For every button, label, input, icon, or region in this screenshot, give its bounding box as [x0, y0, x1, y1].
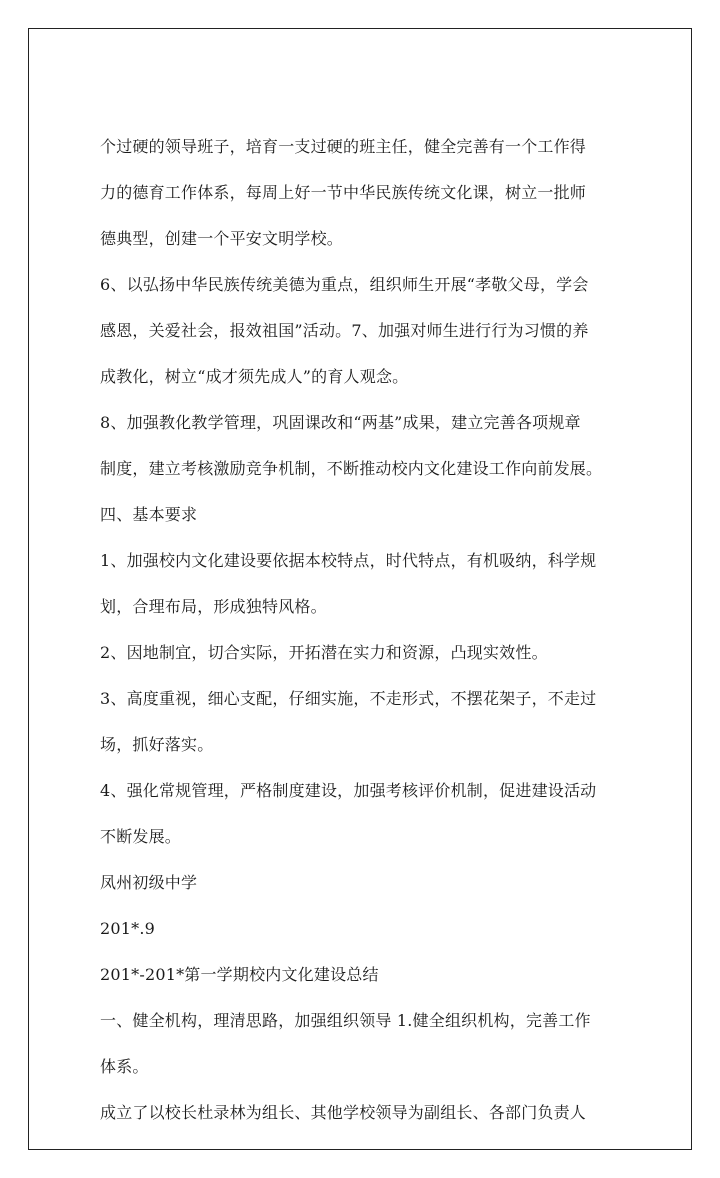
- text-line: 制度，建立考核激励竞争机制，不断推动校内文化建设工作向前发展。: [100, 459, 603, 478]
- document-title: 201*-201*第一学期校内文化建设总结: [100, 965, 379, 984]
- date-line: 201*.9: [100, 919, 156, 938]
- school-name: 凤州初级中学: [100, 873, 198, 892]
- document-page: [28, 28, 692, 1150]
- text-line: 4、强化常规管理，严格制度建设，加强考核评价机制，促进建设活动: [100, 781, 597, 800]
- text-line: 感恩，关爱社会，报效祖国”活动。7、加强对师生进行行为习惯的养: [100, 321, 589, 340]
- text-line: 6、以弘扬中华民族传统美德为重点，组织师生开展“孝敬父母，学会: [100, 275, 589, 294]
- text-line: 不断发展。: [100, 827, 182, 846]
- document-body: [100, 124, 660, 1136]
- text-line: 2、因地制宜，切合实际，开拓潜在实力和资源，凸现实效性。: [100, 643, 548, 662]
- text-line: 1、加强校内文化建设要依据本校特点，时代特点，有机吸纳，科学规: [100, 551, 597, 570]
- text-line: 成教化，树立“成才须先成人”的育人观念。: [100, 367, 409, 386]
- text-line: 场，抓好落实。: [100, 735, 214, 754]
- text-line: 力的德育工作体系，每周上好一节中华民族传统文化课，树立一批师: [100, 183, 587, 202]
- text-line: 德典型，创建一个平安文明学校。: [100, 229, 344, 248]
- text-line: 3、高度重视，细心支配，仔细实施，不走形式，不摆花架子，不走过: [100, 689, 597, 708]
- text-line: 成立了以校长杜录林为组长、其他学校领导为副组长、各部门负责人: [100, 1103, 587, 1122]
- section-heading: 四、基本要求: [100, 505, 198, 524]
- text-line: 一、健全机构，理清思路，加强组织领导 1.健全组织机构，完善工作: [100, 1011, 591, 1030]
- text-line: 划，合理布局，形成独特风格。: [100, 597, 327, 616]
- text-line: 体系。: [100, 1057, 149, 1076]
- text-line: 8、加强教化教学管理，巩固课改和“两基”成果，建立完善各项规章: [100, 413, 581, 432]
- text-line: 个过硬的领导班子，培育一支过硬的班主任，健全完善有一个工作得: [100, 137, 587, 156]
